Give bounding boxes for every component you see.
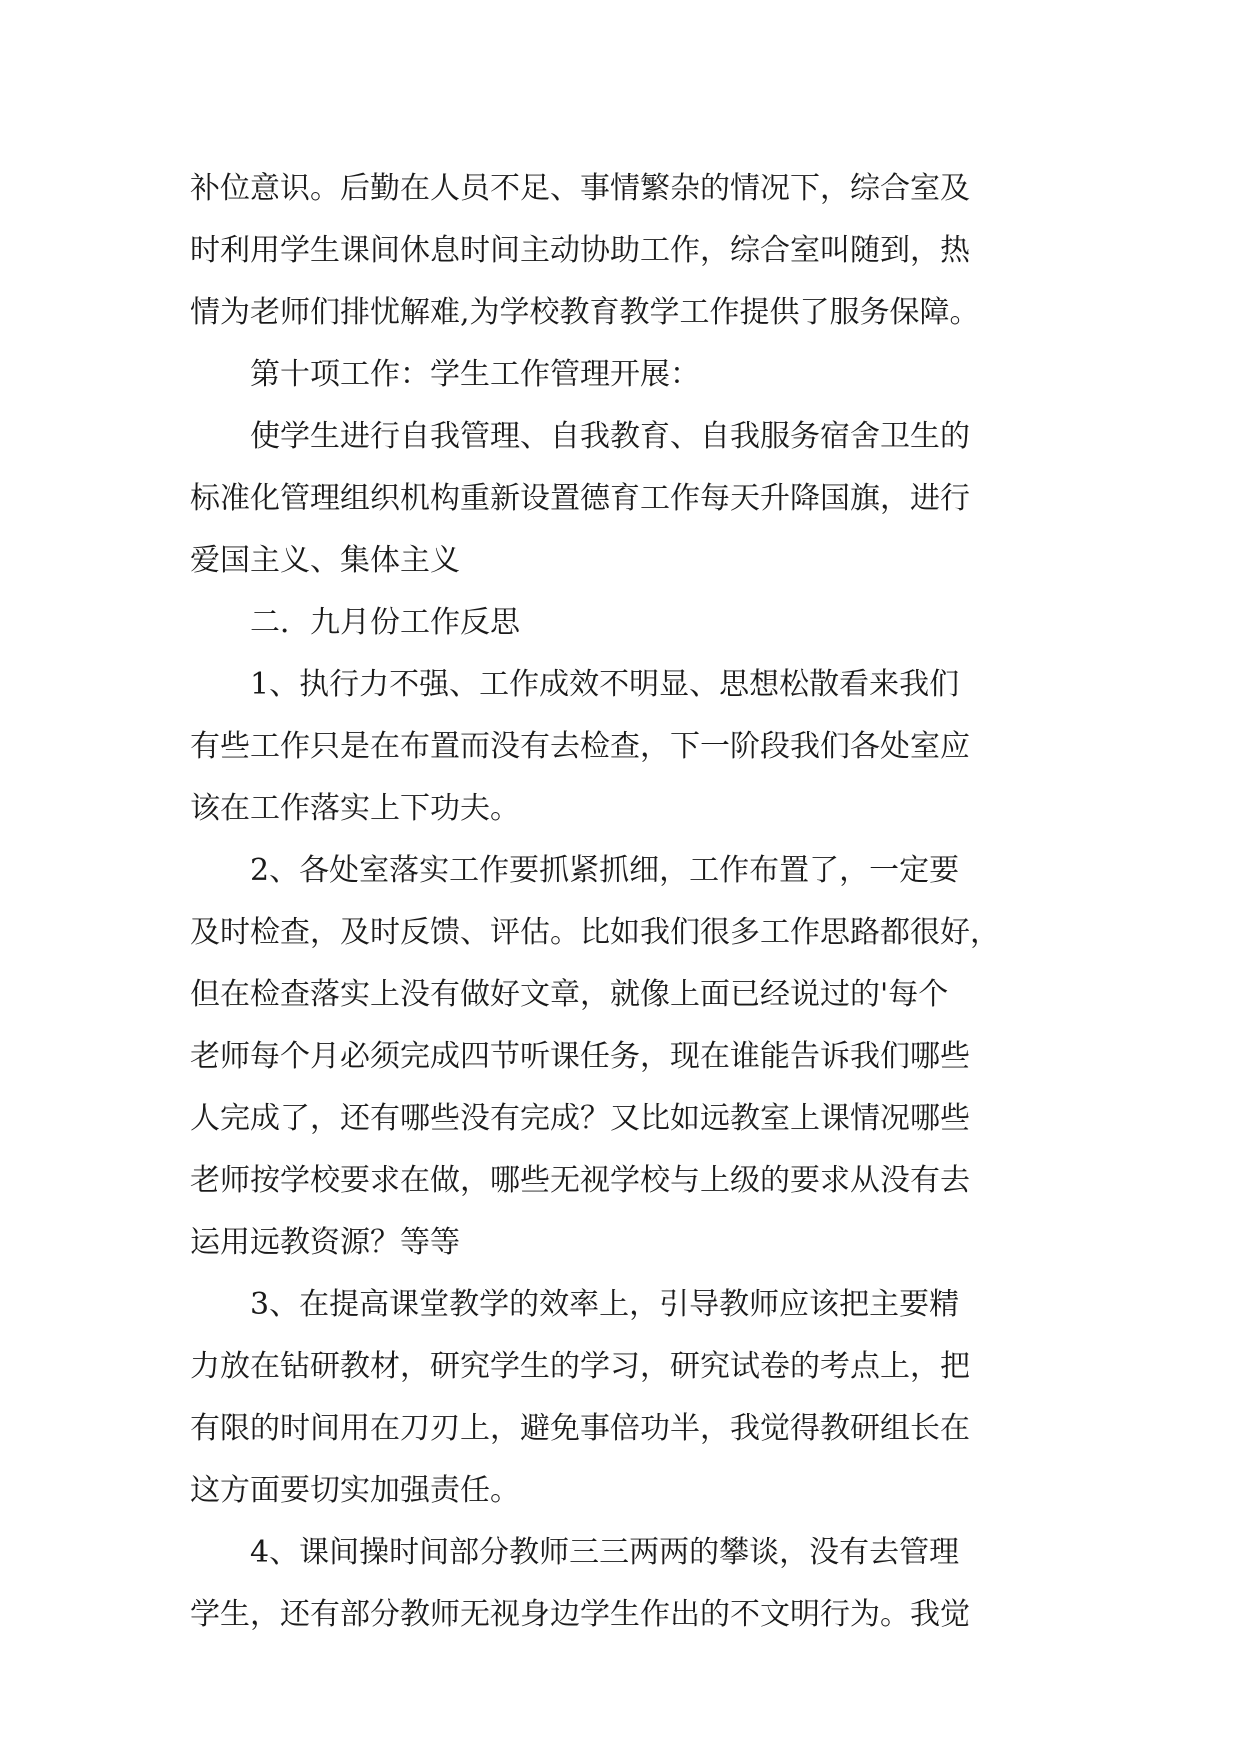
text-line: 老师按学校要求在做，哪些无视学校与上级的要求从没有去	[190, 1163, 970, 1198]
text-line: 该在工作落实上下功夫。	[190, 791, 520, 826]
document-body	[190, 158, 1090, 1646]
text-line: 有限的时间用在刀刃上，避免事倍功半，我觉得教研组长在	[190, 1411, 970, 1446]
text-line: 二．九月份工作反思	[250, 605, 520, 640]
text-line: 爱国主义、集体主义	[190, 543, 460, 578]
text-line: 3、在提高课堂教学的效率上，引导教师应该把主要精	[250, 1287, 960, 1322]
text-line: 老师每个月必须完成四节听课任务，现在谁能告诉我们哪些	[190, 1039, 970, 1074]
text-line: 力放在钻研教材，研究学生的学习，研究试卷的考点上，把	[190, 1349, 970, 1384]
text-line: 标准化管理组织机构重新设置德育工作每天升降国旗，进行	[190, 481, 970, 516]
text-line: 使学生进行自我管理、自我教育、自我服务宿舍卫生的	[250, 419, 970, 454]
text-line: 学生，还有部分教师无视身边学生作出的不文明行为。我觉	[190, 1597, 970, 1632]
text-line: 4、课间操时间部分教师三三两两的攀谈，没有去管理	[250, 1535, 960, 1570]
text-line: 2、各处室落实工作要抓紧抓细，工作布置了，一定要	[250, 853, 960, 888]
text-line: 但在检查落实上没有做好文章，就像上面已经说过的'每个	[190, 977, 949, 1012]
text-line: 1、执行力不强、工作成效不明显、思想松散看来我们	[250, 667, 960, 702]
text-line: 补位意识。后勤在人员不足、事情繁杂的情况下，综合室及	[190, 171, 970, 206]
text-line: 有些工作只是在布置而没有去检查，下一阶段我们各处室应	[190, 729, 970, 764]
text-line: 人完成了，还有哪些没有完成？又比如远教室上课情况哪些	[190, 1101, 970, 1136]
text-line: 时利用学生课间休息时间主动协助工作，综合室叫随到，热	[190, 233, 970, 268]
text-line: 第十项工作：学生工作管理开展：	[250, 357, 700, 392]
text-line: 运用远教资源？等等	[190, 1225, 460, 1260]
text-line: 情为老师们排忧解难,为学校教育教学工作提供了服务保障。	[190, 295, 980, 330]
text-line: 这方面要切实加强责任。	[190, 1473, 520, 1508]
text-line: 及时检查，及时反馈、评估。比如我们很多工作思路都很好，	[190, 915, 1000, 950]
